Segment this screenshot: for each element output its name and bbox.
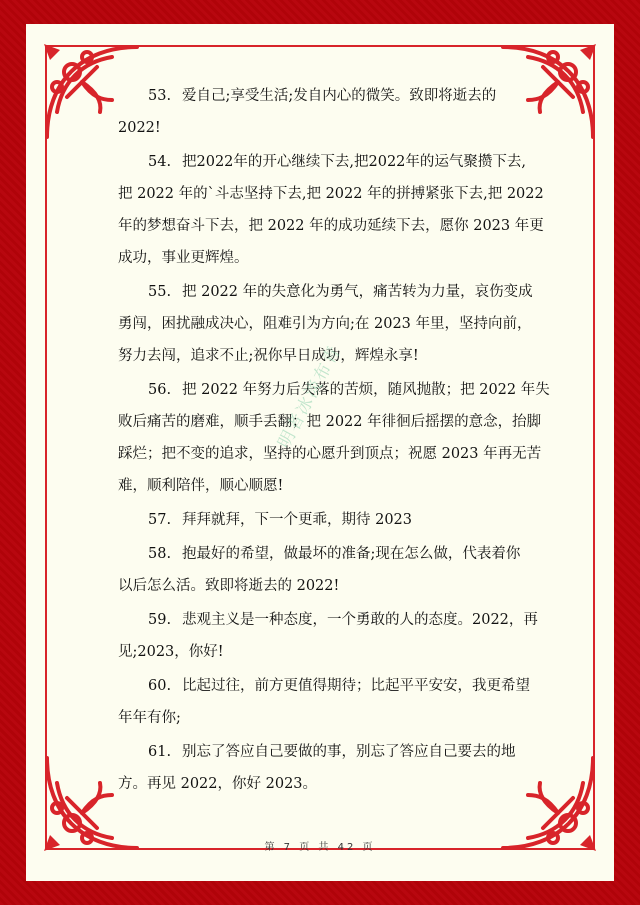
paragraph-item [118,538,548,602]
paragraph-line [118,538,548,570]
paragraph-number: 57. [148,512,172,528]
paragraph-line [118,768,548,800]
paragraph-text: 难，顺利陪伴，顺心顺愿! [118,478,284,494]
paragraph-text: 把 2022 年努力后失落的苦烦，随风抛散；把 2022 年失 [182,382,550,398]
paragraph-line [118,374,548,406]
paragraph-number: 61. [148,744,172,760]
paragraph-text: 努力去闯，追求不止;祝你早日成功，辉煌永享! [118,348,419,364]
paragraph-item [118,736,548,800]
paragraph-text: 踩烂；把不变的追求，坚持的心愿升到顶点；祝愿 2023 年再无苦 [118,446,542,462]
paragraph-item [118,146,548,274]
paragraph-text: 勇闯，困扰融成决心，阻难引为方向;在 2023 年里，坚持向前， [118,316,532,332]
paragraph-text: 年的梦想奋斗下去，把 2022 年的成功延续下去，愿你 2023 年更 [118,218,544,234]
paragraph-text: 悲观主义是一种态度，一个勇敢的人的态度。2022，再 [182,612,538,628]
paragraph-item [118,670,548,734]
paragraph-line [118,406,548,438]
paragraph-text: 方。再见 2022，你好 2023。 [118,776,318,792]
paragraph-number: 53. [148,88,172,104]
paragraph-text: 以后怎么活。致即将逝去的 2022! [118,578,340,594]
document-body [118,80,548,802]
paragraph-line [118,570,548,602]
paragraph-line [118,736,548,768]
paragraph-number: 55. [148,284,172,300]
paragraph-line [118,210,548,242]
paragraph-line [118,438,548,470]
paragraph-line [118,604,548,636]
paragraph-text: 见;2023，你好! [118,644,224,660]
paragraph-number: 54. [148,154,172,170]
paragraph-text: 成功，事业更辉煌。 [118,250,249,266]
paragraph-text: 别忘了答应自己要做的事，别忘了答应自己要去的地 [182,744,516,760]
paragraph-line [118,178,548,210]
paragraph-text: 败后痛苦的磨难，顺手丢翻；把 2022 年徘徊后摇摆的意念，抬脚 [118,414,542,430]
paragraph-line [118,146,548,178]
paragraph-line [118,276,548,308]
paragraph-text: 把2022年的开心继续下去,把2022年的运气聚攒下去, [182,154,527,170]
paragraph-line [118,670,548,702]
paragraph-text: 拜拜就拜，下一个更乖，期待 2023 [182,512,413,528]
paragraph-line [118,702,548,734]
paragraph-text: 2022! [118,120,161,136]
paragraph-text: 爱自己;享受生活;发自内心的微笑。致即将逝去的 [182,88,497,104]
paragraph-number: 58. [148,546,172,562]
paragraph-text: 把 2022 年的失意化为勇气，痛苦转为力量，哀伤变成 [182,284,533,300]
paragraph-number: 56. [148,382,172,398]
paragraph-text: 年年有你; [118,710,181,726]
paragraph-line [118,504,548,536]
page-number-footer: 第 7 页 共 42 页 [264,842,376,853]
paragraph-item [118,504,548,536]
paragraph-line [118,112,548,144]
paragraph-line [118,242,548,274]
paragraph-line [118,80,548,112]
paragraph-item [118,80,548,144]
watermark: 明者冰淡布青 [274,341,346,452]
paragraph-line [118,308,548,340]
paragraph-item [118,374,548,502]
paragraph-number: 59. [148,612,172,628]
paragraph-line [118,470,548,502]
paragraph-item [118,604,548,668]
paragraph-number: 60. [148,678,172,694]
paragraph-text: 抱最好的希望，做最坏的准备;现在怎么做，代表着你 [182,546,521,562]
paragraph-text: 比起过往，前方更值得期待；比起平平安安，我更希望 [182,678,530,694]
paragraph-line [118,636,548,668]
paragraph-text: 把 2022 年的`斗志坚持下去,把 2022 年的拼搏紧张下去,把 2022 [118,186,544,202]
